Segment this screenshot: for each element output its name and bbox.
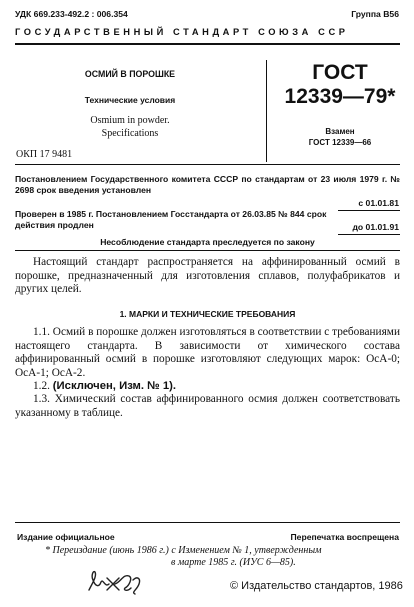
english-subtitle: Specifications	[101, 128, 159, 139]
decree-text: Постановлением Государственного комитета СССР по стандартам от 23 июля 1979 г. № 2698 срок введения установлен	[15, 174, 400, 195]
standard-banner: ГОСУДАРСТВЕННЫЙ СТАНДАРТ СОЮЗА ССР	[15, 27, 349, 37]
official-edition: Издание официальное	[17, 532, 115, 542]
standard-title: ОСМИЙ В ПОРОШКЕ	[84, 69, 176, 79]
title-divider	[266, 60, 267, 162]
clause-1-1: 1.1. Осмий в порошке должен изготовляться в соответствии с требованиями настоящего стандарта. В зависимости от химического состава аффинированный осмий в порошке изготовляют следующих марок: ОсА-0; ОсА-1; ОсА-2.	[15, 326, 400, 379]
decree-date-rule	[338, 210, 400, 211]
section-heading: 1. МАРКИ И ТЕХНИЧЕСКИЕ ТРЕБОВАНИЯ	[119, 309, 296, 319]
publisher-copyright: © Издательство стандартов, 1986	[230, 580, 403, 592]
handwritten-signature	[85, 564, 147, 598]
reissue-note-line1: * Переиздание (июнь 1986 г.) с Изменением № 1, утвержденным	[45, 545, 322, 556]
reissue-note-line2: в марте 1985 г. (ИУС 6—85).	[171, 557, 296, 568]
intro-paragraph: Настоящий стандарт распространяется на аффинированный осмий в порошке, предназначенный для изготовления сплавов, полуфабрикатов и других целей.	[15, 256, 400, 296]
replaces-value: ГОСТ 12339—66	[308, 138, 372, 147]
replaces-label: Взамен	[325, 127, 355, 136]
clause-1-3: 1.3. Химический состав аффинированного осмия должен соответствовать указанному в таблице.	[15, 393, 400, 419]
standard-subtitle: Технические условия	[84, 95, 176, 105]
prosecution-notice: Несоблюдение стандарта преследуется по закону	[100, 237, 315, 247]
header-rule	[15, 43, 400, 45]
clause-1-2: 1.2. (Исключен, Изм. № 1).	[33, 380, 177, 392]
footer-rule	[15, 522, 400, 523]
check-date: до 01.01.91	[352, 222, 399, 232]
notice-rule	[15, 250, 400, 251]
udk-code: УДК 669.233-492.2 : 006.354	[15, 9, 128, 19]
reprint-prohibited: Перепечатка воспрещена	[290, 532, 399, 542]
group-code: Группа В56	[351, 9, 399, 19]
title-rule	[15, 164, 400, 165]
decree-date: с 01.01.81	[358, 198, 399, 208]
okp-code: ОКП 17 9481	[16, 149, 73, 160]
check-date-rule	[338, 234, 400, 235]
check-text: Проверен в 1985 г. Постановлением Госстандарта от 26.03.85 № 844 срок действия продлен	[15, 209, 327, 230]
gost-number: 12339—79*	[284, 85, 396, 108]
gost-label: ГОСТ	[312, 61, 368, 84]
english-title: Osmium in powder.	[90, 115, 170, 126]
